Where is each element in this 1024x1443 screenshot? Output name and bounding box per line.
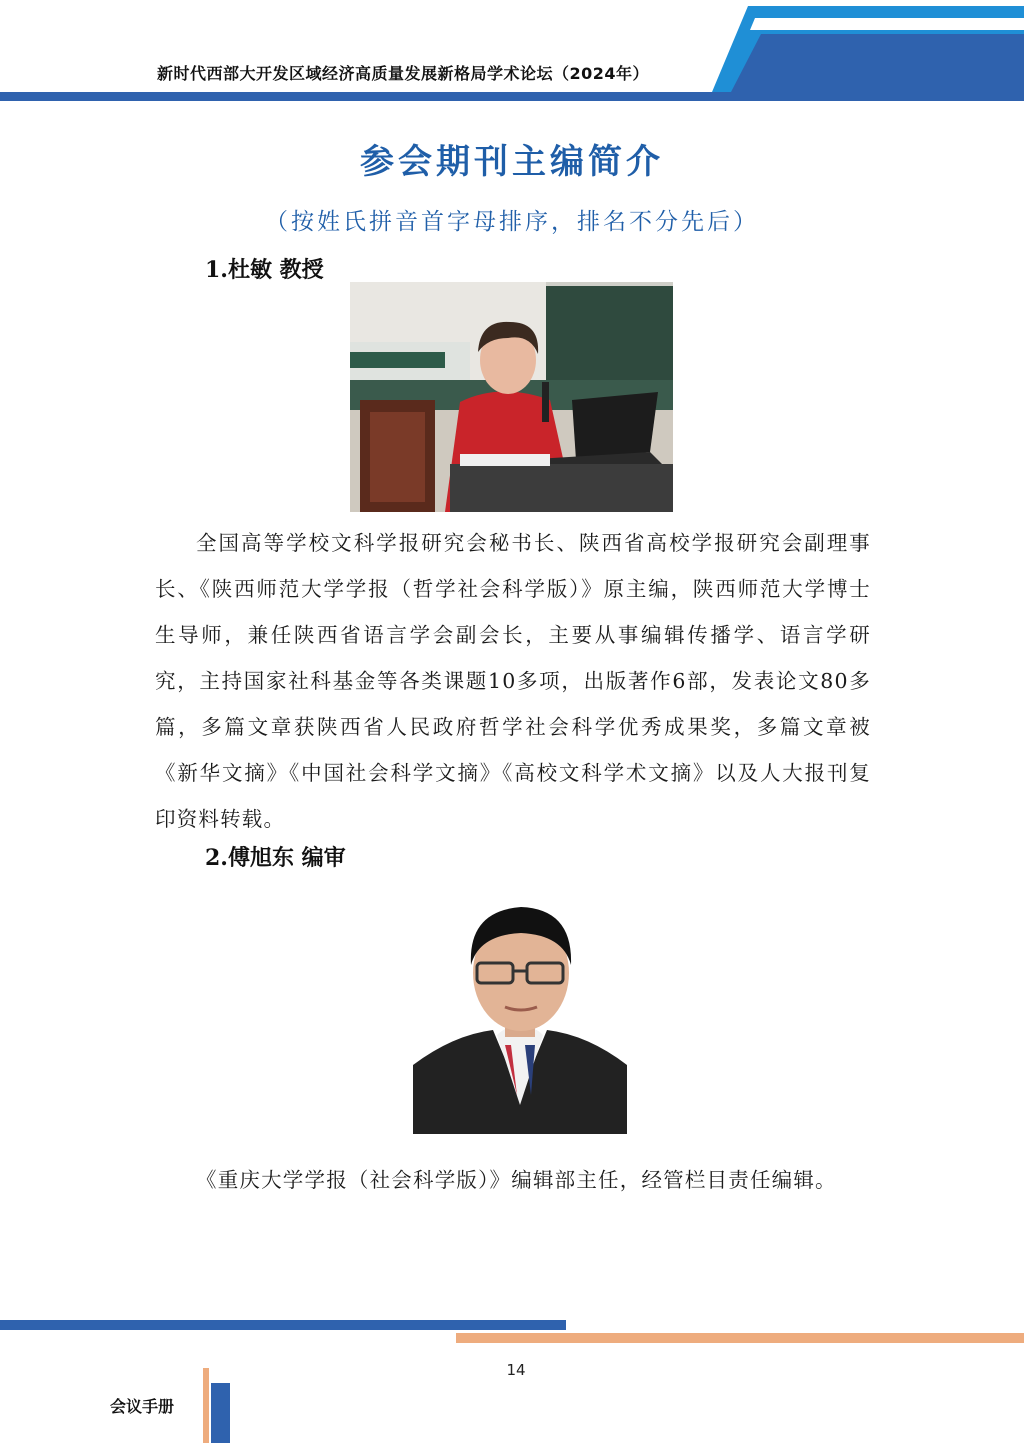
footer-label: 会议手册 xyxy=(110,1397,175,1416)
header-banner xyxy=(0,0,1024,110)
page-number: 14 xyxy=(506,1361,526,1379)
editor-1-photo xyxy=(350,282,673,512)
editor-2-bio: 《重庆大学学报（社会科学版）》编辑部主任，经管栏目责任编辑。 xyxy=(196,1168,837,1192)
page-title: 参会期刊主编简介 xyxy=(360,142,664,182)
footer-accent-blue xyxy=(211,1383,230,1443)
footer-line-orange xyxy=(456,1333,1024,1343)
footer-line-blue xyxy=(0,1320,566,1330)
editor-1-heading: 1.杜敏 教授 xyxy=(205,257,324,283)
footer-accent-orange xyxy=(203,1368,209,1443)
editor-2-photo xyxy=(413,895,627,1134)
page-subtitle: （按姓氏拼音首字母排序，排名不分先后） xyxy=(265,209,759,235)
editor-1-bio: 全国高等学校文科学报研究会秘书长、陕西省高校学报研究会副理事长、《陕西师范大学学报（哲学社会科学版）》原主编，陕西师范大学博士生导师，兼任陕西省语言学会副会长，主要从事编辑传播学、语言学研究，主持国家社科基金等各类课题10多项，出版著作6部，发表论文80多篇，多篇文章获陕西省人民政府哲学社会科学优秀成果奖，多篇文章被《新华文摘》《中国社会科学文摘》《高校文科学术文摘》以及人大报刊复印资料转载。 xyxy=(155,531,871,831)
editor-2-heading: 2.傅旭东 编审 xyxy=(205,845,346,871)
header-title: 新时代西部大开发区域经济高质量发展新格局学术论坛（2024年） xyxy=(157,64,650,83)
